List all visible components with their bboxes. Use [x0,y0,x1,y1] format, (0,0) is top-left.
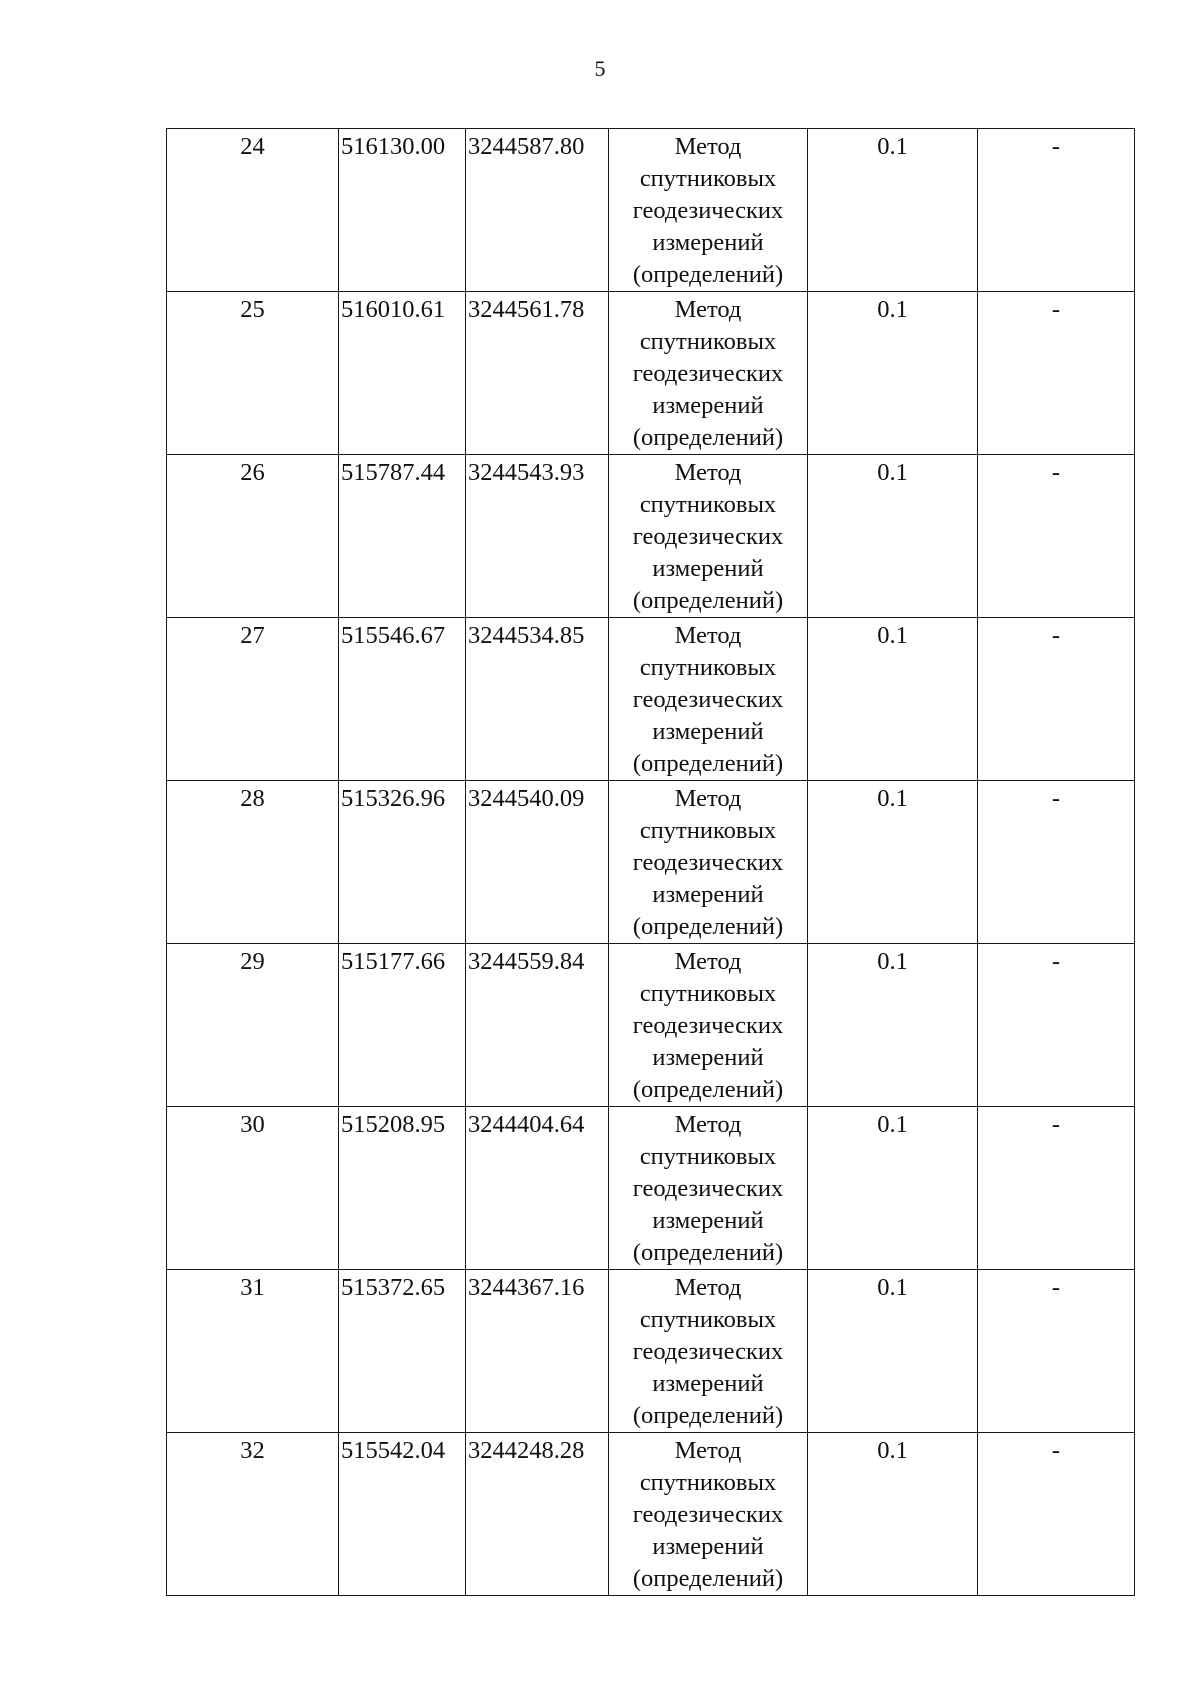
method-cell [609,944,808,1107]
point-number-cell-text: 27 [240,622,265,649]
x-coordinate-cell-text: 516010.61 [341,296,446,323]
x-coordinate-cell-text: 515326.96 [341,785,446,812]
accuracy-cell-text: 0.1 [877,1437,908,1464]
extra-cell-text: - [1051,622,1061,649]
table-row [167,1107,1135,1270]
x-coordinate-cell-text: 515546.67 [341,622,446,649]
accuracy-cell-text: 0.1 [877,1274,908,1301]
table-row [167,1270,1135,1433]
x-coordinate-cell [339,129,466,292]
extra-cell [978,455,1135,618]
table-row [167,944,1135,1107]
table-row [167,1433,1135,1596]
x-coordinate-cell [339,455,466,618]
extra-cell [978,1433,1135,1596]
x-coordinate-cell [339,618,466,781]
y-coordinate-cell [466,781,609,944]
extra-cell [978,1107,1135,1270]
accuracy-cell [808,944,978,1107]
extra-cell [978,1270,1135,1433]
point-number-cell [167,1107,339,1270]
table-row [167,292,1135,455]
method-cell-text: Метод спутниковых геодезических измерений (определений) [632,948,784,1103]
y-coordinate-cell [466,1433,609,1596]
point-number-cell [167,455,339,618]
point-number-cell-text: 32 [240,1437,265,1464]
extra-cell-text: - [1051,1111,1061,1138]
extra-cell [978,618,1135,781]
extra-cell [978,944,1135,1107]
accuracy-cell [808,455,978,618]
coordinates-table-body [167,129,1135,1596]
accuracy-cell-text: 0.1 [877,948,908,975]
method-cell [609,292,808,455]
point-number-cell-text: 25 [240,296,265,323]
method-cell-text: Метод спутниковых геодезических измерений (определений) [632,296,784,451]
method-cell [609,1433,808,1596]
y-coordinate-cell-text: 3244587.80 [468,133,585,160]
y-coordinate-cell [466,1107,609,1270]
y-coordinate-cell-text: 3244540.09 [468,785,585,812]
method-cell [609,129,808,292]
x-coordinate-cell-text: 516130.00 [341,133,446,160]
extra-cell [978,129,1135,292]
y-coordinate-cell [466,129,609,292]
point-number-cell [167,1433,339,1596]
x-coordinate-cell-text: 515787.44 [341,459,446,486]
method-cell-text: Метод спутниковых геодезических измерений (определений) [632,785,784,940]
accuracy-cell-text: 0.1 [877,785,908,812]
table-row [167,129,1135,292]
method-cell-text: Метод спутниковых геодезических измерений (определений) [632,133,784,288]
coordinates-table [166,128,1135,1596]
y-coordinate-cell [466,944,609,1107]
point-number-cell-text: 26 [240,459,265,486]
extra-cell-text: - [1051,785,1061,812]
y-coordinate-cell-text: 3244559.84 [468,948,585,975]
accuracy-cell-text: 0.1 [877,622,908,649]
x-coordinate-cell [339,1107,466,1270]
x-coordinate-cell-text: 515372.65 [341,1274,446,1301]
x-coordinate-cell-text: 515208.95 [341,1111,446,1138]
point-number-cell [167,618,339,781]
table-row [167,618,1135,781]
y-coordinate-cell [466,455,609,618]
extra-cell-text: - [1051,1274,1061,1301]
accuracy-cell [808,1433,978,1596]
method-cell [609,1107,808,1270]
method-cell [609,781,808,944]
y-coordinate-cell-text: 3244404.64 [468,1111,585,1138]
y-coordinate-cell-text: 3244367.16 [468,1274,585,1301]
method-cell-text: Метод спутниковых геодезических измерений (определений) [632,622,784,777]
y-coordinate-cell-text: 3244534.85 [468,622,585,649]
accuracy-cell-text: 0.1 [877,133,908,160]
point-number-cell [167,944,339,1107]
x-coordinate-cell-text: 515177.66 [341,948,446,975]
table-row [167,455,1135,618]
accuracy-cell [808,129,978,292]
y-coordinate-cell-text: 3244543.93 [468,459,585,486]
accuracy-cell-text: 0.1 [877,296,908,323]
y-coordinate-cell [466,292,609,455]
extra-cell [978,781,1135,944]
accuracy-cell [808,292,978,455]
extra-cell-text: - [1051,133,1061,160]
point-number-cell-text: 29 [240,948,265,975]
table-row [167,781,1135,944]
method-cell-text: Метод спутниковых геодезических измерений (определений) [632,1111,784,1266]
accuracy-cell [808,618,978,781]
x-coordinate-cell-text: 515542.04 [341,1437,446,1464]
page-number: 5 [594,56,606,81]
method-cell-text: Метод спутниковых геодезических измерений (определений) [632,1274,784,1429]
method-cell-text: Метод спутниковых геодезических измерений (определений) [632,1437,784,1592]
accuracy-cell-text: 0.1 [877,1111,908,1138]
point-number-cell [167,781,339,944]
extra-cell-text: - [1051,1437,1061,1464]
accuracy-cell [808,1107,978,1270]
point-number-cell-text: 30 [240,1111,265,1138]
x-coordinate-cell [339,781,466,944]
point-number-cell [167,1270,339,1433]
point-number-cell-text: 24 [240,133,265,160]
accuracy-cell-text: 0.1 [877,459,908,486]
method-cell-text: Метод спутниковых геодезических измерений (определений) [632,459,784,614]
x-coordinate-cell [339,1270,466,1433]
x-coordinate-cell [339,944,466,1107]
extra-cell-text: - [1051,948,1061,975]
extra-cell-text: - [1051,459,1061,486]
y-coordinate-cell-text: 3244561.78 [468,296,585,323]
point-number-cell [167,292,339,455]
accuracy-cell [808,781,978,944]
accuracy-cell [808,1270,978,1433]
y-coordinate-cell [466,1270,609,1433]
point-number-cell [167,129,339,292]
point-number-cell-text: 31 [240,1274,265,1301]
x-coordinate-cell [339,1433,466,1596]
extra-cell-text: - [1051,296,1061,323]
extra-cell [978,292,1135,455]
point-number-cell-text: 28 [240,785,265,812]
method-cell [609,618,808,781]
method-cell [609,455,808,618]
y-coordinate-cell [466,618,609,781]
y-coordinate-cell-text: 3244248.28 [468,1437,585,1464]
x-coordinate-cell [339,292,466,455]
method-cell [609,1270,808,1433]
